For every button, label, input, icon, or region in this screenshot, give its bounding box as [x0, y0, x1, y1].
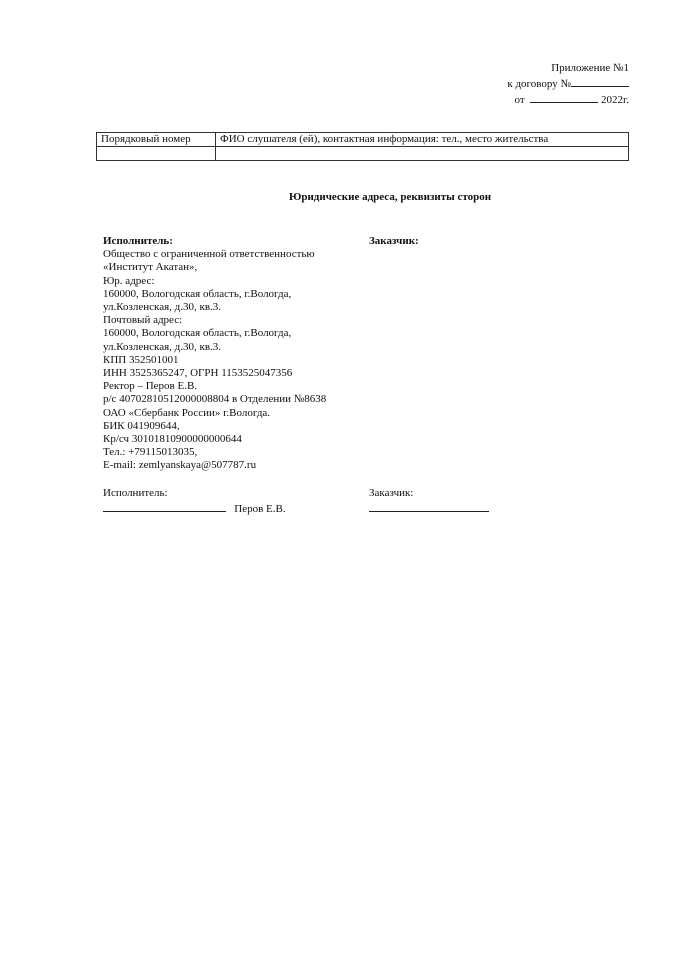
date-year: 2022г. — [600, 94, 629, 106]
appendix-header — [507, 61, 629, 108]
contract-number-blank — [571, 76, 629, 87]
customer-signature-label: Заказчик: — [369, 487, 414, 499]
executor-detail-line: р/с 40702810512000008804 в Отделении №8638 — [103, 393, 327, 406]
table-cell — [216, 147, 629, 161]
executor-detail-line: ИНН 3525365247, ОГРН 1153525047356 — [103, 367, 293, 380]
executor-detail-line: Почтовый адрес: — [103, 314, 183, 327]
section-title: Юридические адреса, реквизиты сторон — [288, 191, 492, 203]
executor-detail-line: БИК 041909644, — [103, 419, 180, 432]
customer-heading: Заказчик: — [369, 235, 419, 247]
executor-details — [103, 235, 326, 473]
students-table — [96, 132, 629, 161]
executor-detail-line: ул.Козленская, д.30, кв.3. — [103, 340, 222, 353]
executor-detail-line: Юр. адрес: — [103, 274, 155, 287]
executor-detail-line: «Институт Акатан», — [103, 261, 198, 274]
executor-detail-line: E-mail: zemlyanskaya@507787.ru — [103, 459, 257, 472]
contract-label: к договору № — [507, 78, 571, 90]
customer-signature — [369, 486, 489, 517]
customer-signature-blank — [369, 501, 489, 512]
executor-detail-line: ул.Козленская, д.30, кв.3. — [103, 301, 222, 314]
executor-heading: Исполнитель: — [103, 235, 173, 247]
table-row — [97, 147, 629, 161]
date-blank — [530, 92, 598, 103]
executor-detail-line: Общество с ограниченной ответственностью — [103, 248, 315, 261]
column-header-number: Порядковый номер — [97, 133, 216, 147]
executor-detail-line: 160000, Вологодская область, г.Вологда, — [103, 287, 292, 300]
executor-signature-label: Исполнитель: — [103, 487, 168, 499]
column-header-student: ФИО слушателя (ей), контактная информация: тел., место жительства — [216, 133, 629, 147]
table-cell — [97, 147, 216, 161]
executor-detail-line: ОАО «Сбербанк России» г.Вологда. — [103, 406, 271, 419]
customer-details — [369, 235, 419, 248]
executor-signature — [103, 486, 286, 517]
contract-date-line — [507, 92, 629, 108]
executor-detail-line: Кр/сч 30101810900000000644 — [103, 433, 242, 446]
appendix-number: Приложение №1 — [551, 62, 629, 74]
executor-detail-line: Тел.: +79115013035, — [103, 446, 198, 459]
executor-signature-blank — [103, 501, 226, 512]
date-prefix: от — [514, 94, 525, 106]
executor-detail-line: Ректор – Перов Е.В. — [103, 380, 198, 393]
executor-detail-line: 160000, Вологодская область, г.Вологда, — [103, 327, 292, 340]
executor-signature-name: Перов Е.В. — [234, 503, 286, 515]
contract-number-line — [507, 76, 629, 92]
executor-detail-line: КПП 352501001 — [103, 353, 179, 366]
